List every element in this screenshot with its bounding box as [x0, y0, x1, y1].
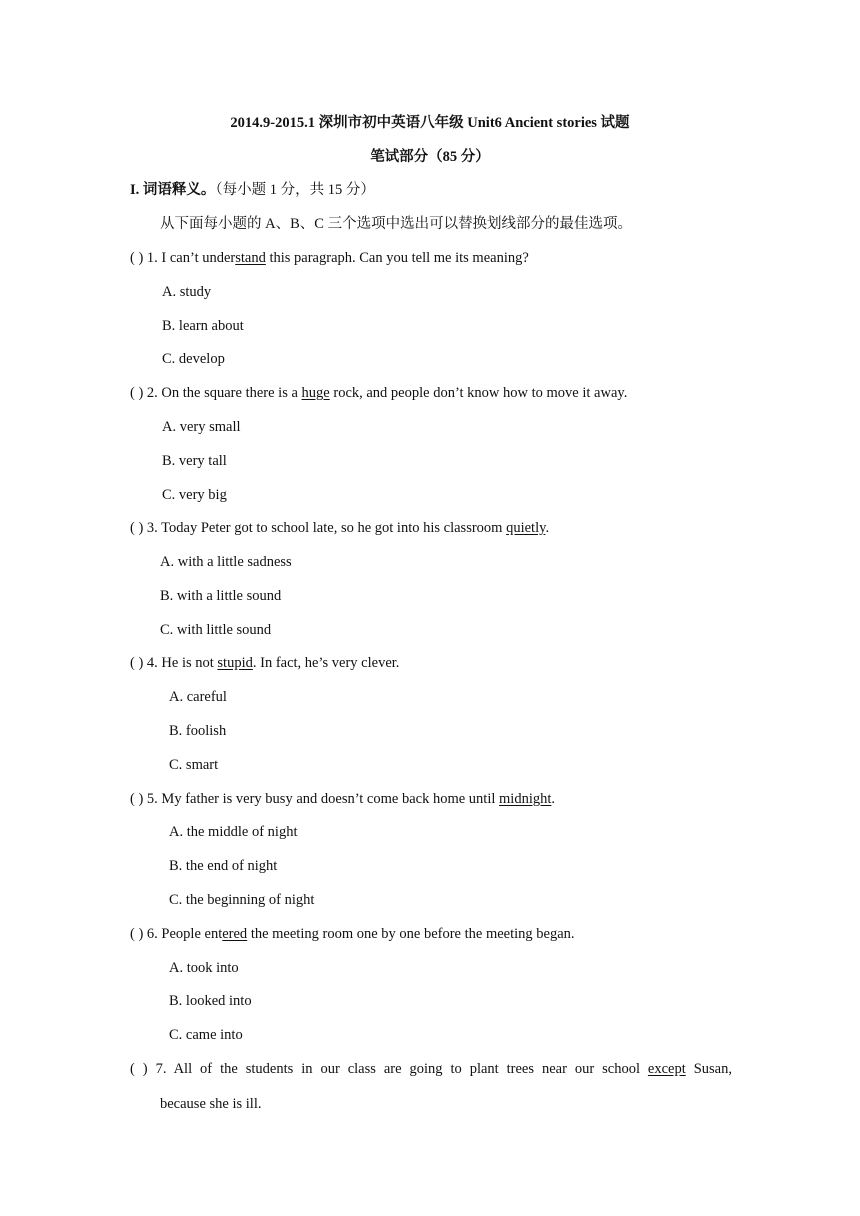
underlined-word: stand: [235, 250, 266, 266]
option: B. with a little sound: [160, 588, 282, 604]
underlined-word: midnight: [499, 791, 552, 807]
question-1: [130, 248, 529, 268]
document-title: 2014.9-2015.1 深圳市初中英语八年级 Unit6 Ancient stories 试题: [230, 115, 630, 131]
option: A. very small: [162, 419, 241, 435]
underlined-word: quietly: [506, 520, 546, 536]
answer-blank: ( ): [130, 655, 144, 671]
question-6: [130, 924, 575, 944]
option: C. the beginning of night: [169, 892, 315, 908]
question-text: the meeting room one by one before the meeting began.: [247, 926, 575, 942]
option: B. learn about: [162, 318, 244, 334]
question-3: [130, 518, 549, 538]
question-2: [130, 383, 627, 403]
question-5: [130, 789, 555, 809]
option: A. took into: [169, 960, 239, 976]
answer-blank: ( ): [130, 1061, 148, 1077]
question-4: [130, 653, 399, 673]
question-text: 3. Today Peter got to school late, so he got into his classroom: [146, 520, 507, 536]
question-text: 6. People ent: [146, 926, 223, 942]
question-text: 5. My father is very busy and doesn’t come back home until: [146, 791, 500, 807]
section-heading: [130, 180, 375, 200]
underlined-word: except: [647, 1061, 686, 1077]
question-text: .: [551, 791, 556, 807]
section-instruction: 从下面每小题的 A、B、C 三个选项中选出可以替换划线部分的最佳选项。: [160, 216, 633, 232]
answer-blank: ( ): [130, 250, 144, 266]
option: A. the middle of night: [169, 824, 298, 840]
answer-blank: ( ): [130, 791, 144, 807]
answer-blank: ( ): [130, 926, 144, 942]
underlined-word: ered: [222, 926, 248, 942]
option: A. with a little sadness: [160, 554, 292, 570]
option: C. very big: [162, 487, 227, 503]
question-text: .: [545, 520, 550, 536]
question-text: 2. On the square there is a: [146, 385, 302, 401]
option: B. foolish: [169, 723, 227, 739]
answer-blank: ( ): [130, 520, 144, 536]
question-text: . In fact, he’s very clever.: [252, 655, 400, 671]
question-7: [130, 1059, 732, 1079]
option: B. looked into: [169, 993, 252, 1009]
option: A. study: [162, 284, 212, 300]
question-text: rock, and people don’t know how to move it away.: [329, 385, 628, 401]
option: B. very tall: [162, 453, 227, 469]
section-score: （每小题 1 分，共 15 分）: [215, 182, 375, 198]
option: C. smart: [169, 757, 219, 773]
option: C. with little sound: [160, 622, 272, 638]
document-subtitle: 笔试部分（85 分）: [370, 149, 490, 165]
option: A. careful: [169, 689, 227, 705]
question-text: 7. All of the students in our class are going to plant trees near our school: [155, 1061, 648, 1077]
question-text: 4. He is not: [146, 655, 218, 671]
question-text: 1. I can’t under: [146, 250, 236, 266]
section-number: I.: [130, 182, 140, 198]
section-title: 词语释义。: [142, 182, 216, 198]
question-text: this paragraph. Can you tell me its meaning?: [265, 250, 529, 266]
option: C. came into: [169, 1027, 243, 1043]
underlined-word: stupid: [217, 655, 253, 671]
question-7-continuation: because she is ill.: [160, 1096, 262, 1112]
question-text: Susan,: [685, 1061, 732, 1077]
option: B. the end of night: [169, 858, 278, 874]
underlined-word: huge: [301, 385, 330, 401]
option: C. develop: [162, 351, 225, 367]
answer-blank: ( ): [130, 385, 144, 401]
